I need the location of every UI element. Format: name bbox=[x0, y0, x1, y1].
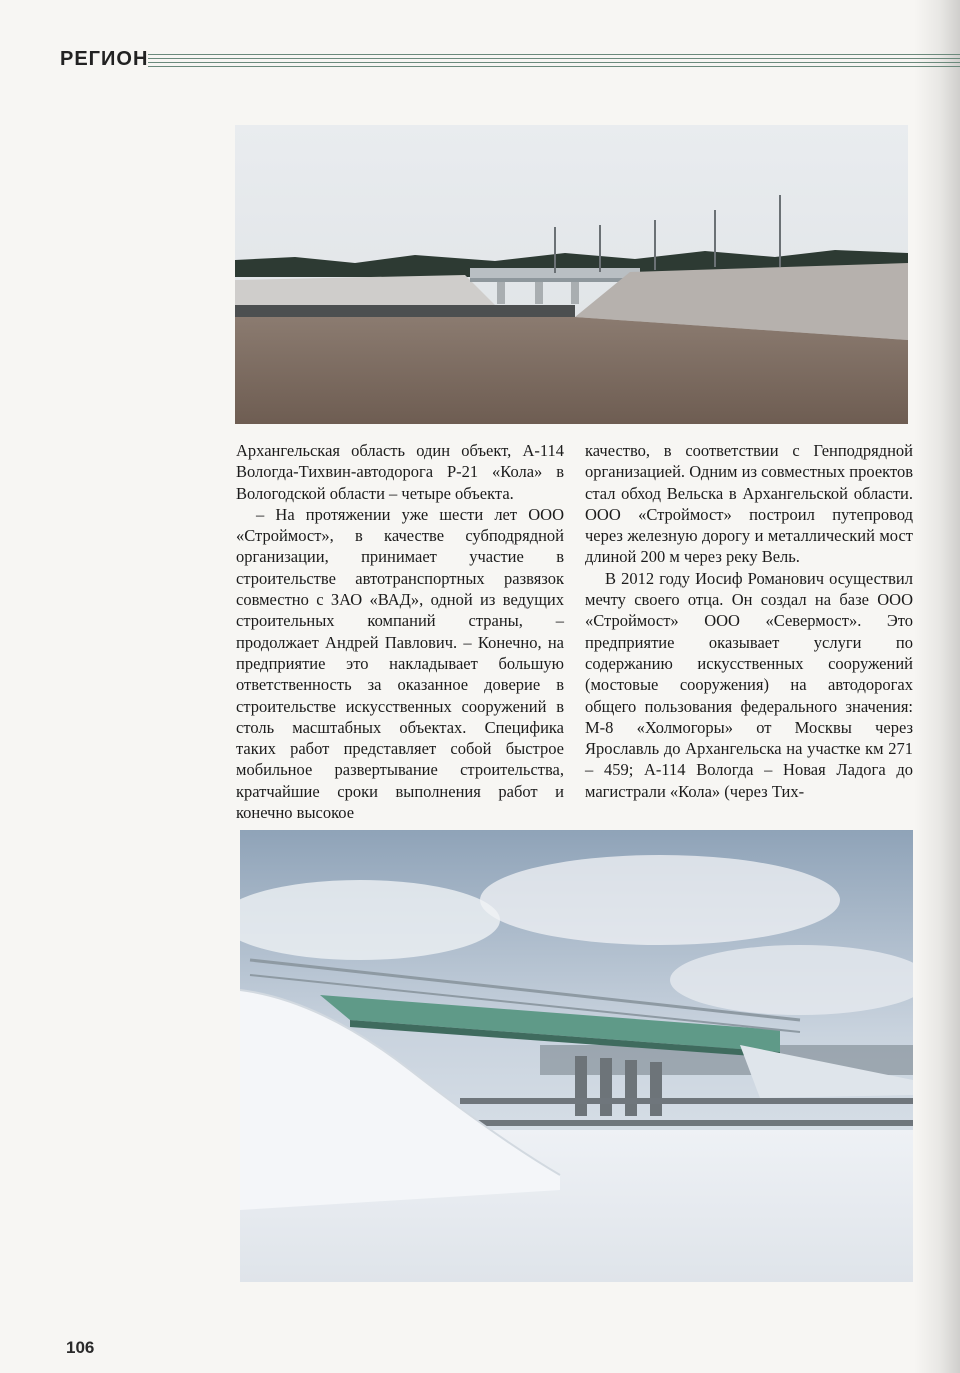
section-title: РЕГИОН bbox=[60, 48, 149, 70]
article-column-left bbox=[236, 440, 564, 823]
article-paragraph: В 2012 году Иосиф Романович осуществил мечту своего отца. Он создал на базе ООО «Строймост» ООО «Севермост». Это предприятие оказывает услуги по содержанию искусственных сооружений (мостовые сооружения) на автодорогах общего пользования федерального значения: М-8 «Холмогоры» от Москвы через Ярославль до Архангельска на участке км 271 – 459; А-114 Вологда – Новая Ладога до магистрали «Кола» (через Тих- bbox=[585, 568, 913, 801]
article-column-right bbox=[585, 440, 913, 802]
article-paragraph: Архангельская область один объект, А-114 Вологда-Тихвин-автодорога Р-21 «Кола» в Вологодской области – четыре объекта. bbox=[236, 441, 564, 503]
photo-overpass-autumn bbox=[235, 125, 908, 424]
header-rule bbox=[148, 66, 960, 67]
article-paragraph: качество, в соответствии с Генподрядной организацией. Одним из совместных проектов стал обход Вельска в Архангельской области. ООО «Строймост» построил путепровод через железную дорогу и металлический мост длиной 200 м через реку Вель. bbox=[585, 441, 913, 567]
header-rule bbox=[148, 54, 960, 55]
article-paragraph: – На протяжении уже шести лет ООО «Строймост», в качестве субподрядной организации, принимает участие в строительстве автотранспортных развязок совместно с ЗАО «ВАД», одной из ведущих строительных компаний страны, – продолжает Андрей Павлович. – Конечно, на предприятие это накладывает большую ответственность за оказанное доверие в строительстве искусственных сооружений в столь масштабных объектах. Специфика таких работ представляет собой быстрое мобильное развертывание строительства, кратчайшие сроки выполнения работ и конечно высокое bbox=[236, 504, 564, 823]
header-rule bbox=[148, 62, 960, 63]
page-number: 106 bbox=[66, 1338, 95, 1357]
header-rule bbox=[148, 58, 960, 59]
page-edge-shadow bbox=[914, 0, 960, 1373]
section-header bbox=[60, 44, 960, 78]
photo-overpass-winter bbox=[240, 830, 913, 1282]
